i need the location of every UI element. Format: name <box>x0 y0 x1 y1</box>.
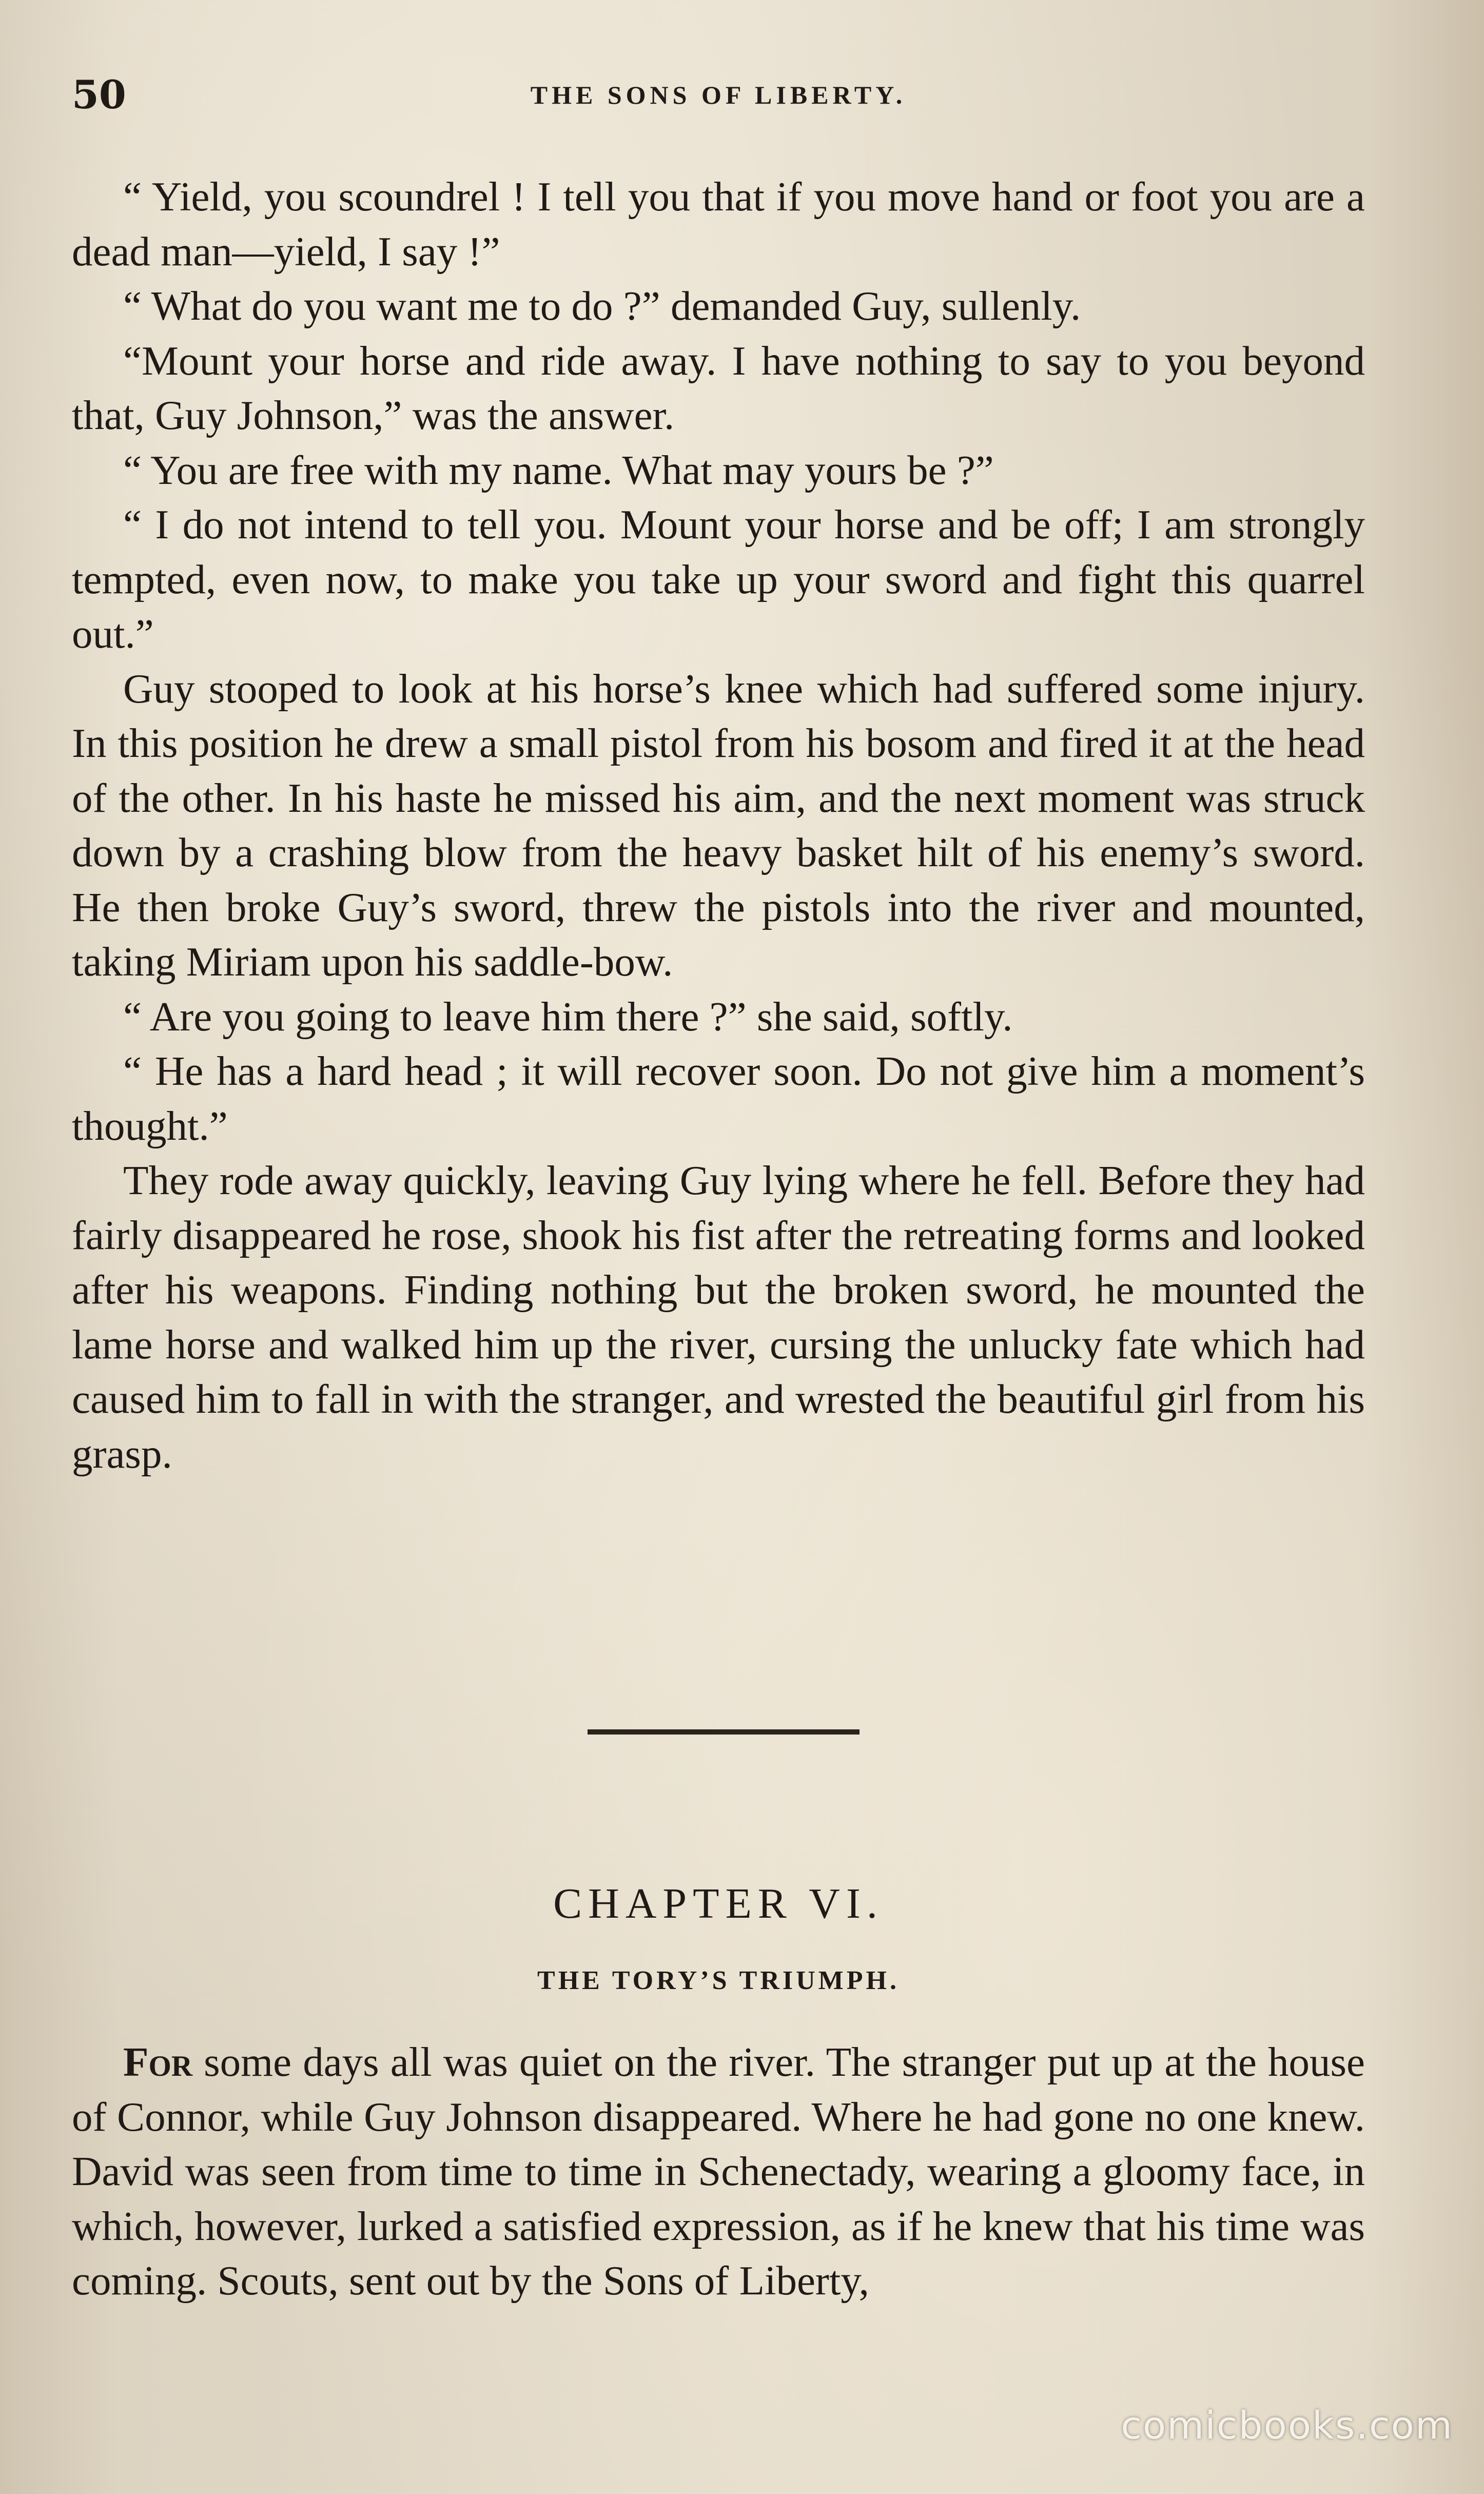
paragraph: “ Are you going to leave him there ?” she said, softly. <box>123 993 1013 1040</box>
paragraph: Guy stooped to look at his horse’s knee which had suffered some injury. In this position he drew a small pistol from his bosom and fired it at the head of the other. In his haste he missed his aim, and the next moment was struck down by a crashing blow from the heavy basket hilt of his enemy’s sword. He then broke Guy’s sword, threw the pistols into the river and mounted, taking Miriam upon his saddle-bow. <box>72 665 1365 985</box>
paragraph: “ What do you want me to do ?” demanded Guy, sullenly. <box>123 283 1081 329</box>
chapter-heading <box>72 1873 1365 2001</box>
page-number: 50 <box>72 72 126 118</box>
running-title: THE SONS OF LIBERTY. <box>530 81 907 109</box>
paragraph: They rode away quickly, leaving Guy lying where he fell. Before they had fairly disappeared he rose, shook his fist after the retreating forms and looked after his weapons. Finding nothing but the broken sword, he mounted the lame horse and walked him up the river, cursing the unlucky fate which had caused him to fall in with the stranger, and wrested the beautiful girl from his grasp. <box>72 1157 1365 1477</box>
lead-word: For <box>123 2039 192 2085</box>
chapter-subtitle: THE TORY’S TRIUMPH. <box>537 1966 900 1995</box>
section-divider <box>588 1729 860 1735</box>
watermark-logo: comicbooks.com <box>1121 2404 1453 2448</box>
paragraph-text: some days all was quiet on the river. The stranger put up at the house of Connor, while Guy Johnson disappeared. Where he had gone no one knew. David was seen from time to time in Schenectady, wearing a gloomy face, in which, however, lurked a satisfied expression, as if he knew that his time was coming. Scouts, sent out by the Sons of Liberty, <box>72 2039 1365 2304</box>
paragraph: “ Yield, you scoundrel ! I tell you that if you move hand or foot you are a dead man—yield, I say !” <box>72 173 1365 275</box>
page-header <box>72 67 1365 123</box>
chapter-title: CHAPTER VI. <box>553 1880 884 1927</box>
paragraph: “ You are free with my name. What may yours be ?” <box>123 446 994 493</box>
chapter-body <box>72 2035 1365 2308</box>
paragraph: “ I do not intend to tell you. Mount your horse and be off; I am strongly tempted, even now, to make you take up your sword and fight this quarrel out.” <box>72 501 1365 657</box>
chapter-first-paragraph <box>72 2035 1365 2308</box>
paragraph: “ He has a hard head ; it will recover soon. Do not give him a moment’s thought.” <box>72 1048 1365 1149</box>
paragraph: “Mount your horse and ride away. I have nothing to say to you beyond that, Guy Johnson,” was the answer. <box>72 337 1365 438</box>
body-text <box>72 169 1365 1481</box>
